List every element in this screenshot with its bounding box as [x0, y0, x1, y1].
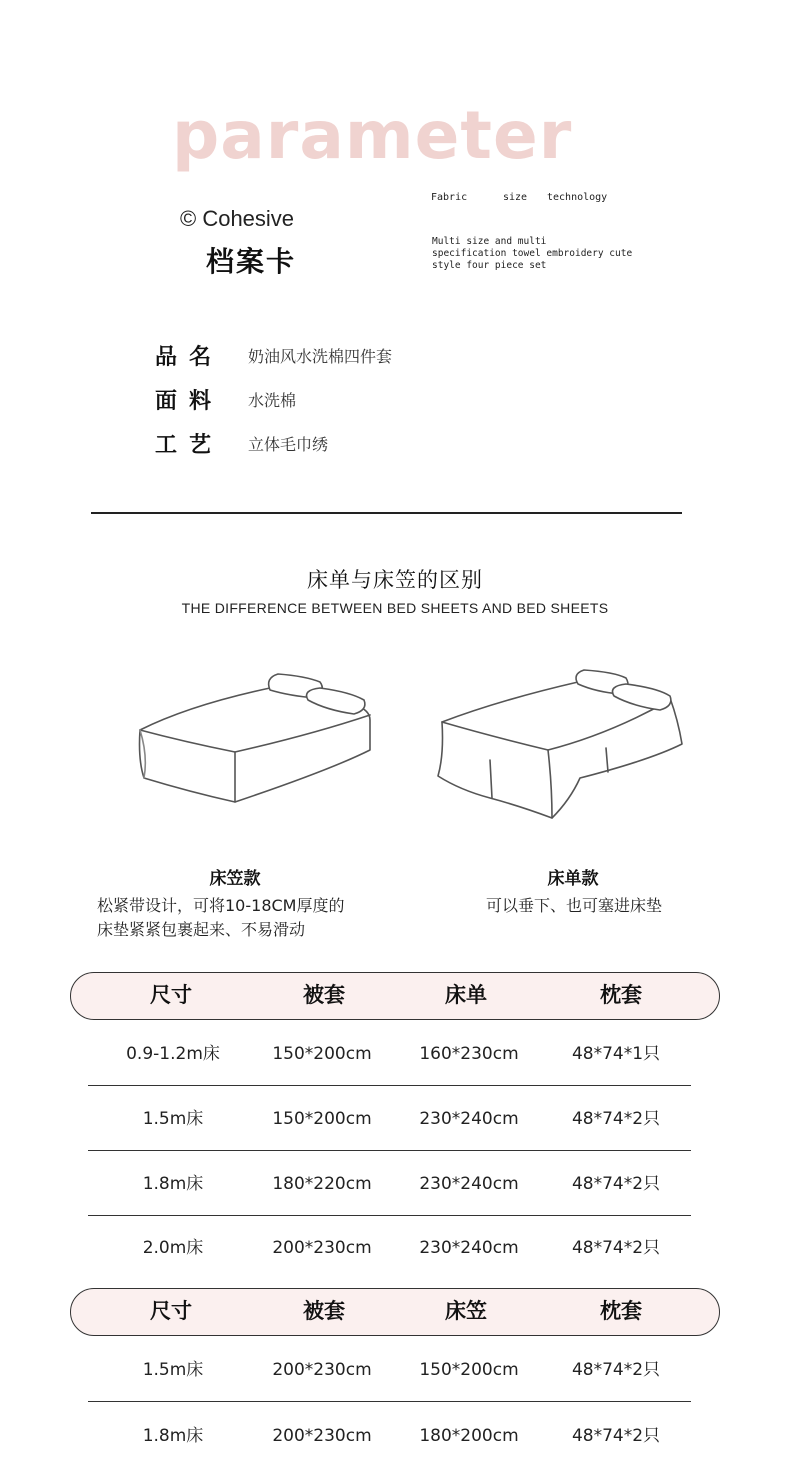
cell-size: 0.9-1.2m床 [126, 1044, 220, 1064]
cell-sheet: 230*240cm [419, 1238, 519, 1258]
size-table-header-fitted [70, 1288, 720, 1336]
col-size: 尺寸 [150, 983, 192, 1007]
cell-duvet: 200*230cm [272, 1426, 372, 1446]
cell-pillowcase: 48*74*2只 [571, 1238, 661, 1258]
flat-type-title: 床单款 [547, 869, 599, 889]
cell-size: 1.5m床 [142, 1360, 204, 1380]
table-row [88, 1022, 691, 1086]
spec-label-craft: 工艺 [155, 433, 224, 458]
cell-pillowcase: 48*74*1只 [571, 1044, 661, 1064]
flat-type-desc [486, 894, 726, 918]
col-fitted-sheet: 床笠 [445, 1299, 487, 1323]
cell-pillowcase: 48*74*2只 [571, 1360, 661, 1380]
row-divider [88, 1085, 691, 1087]
brand-name: © Cohesive [180, 206, 295, 231]
fitted-type-title: 床笠款 [209, 869, 261, 889]
row-divider [88, 1401, 691, 1403]
col-pillowcase: 枕套 [600, 983, 642, 1007]
tag-size: size [503, 192, 528, 203]
fitted-sheet-illustration [130, 660, 380, 810]
cell-pillowcase: 48*74*2只 [571, 1174, 661, 1194]
cell-pillowcase: 48*74*2只 [571, 1109, 661, 1129]
tag-desc-line: style four piece set [432, 260, 547, 271]
fitted-desc-line: 床垫紧紧包裹起来、不易滑动 [97, 920, 306, 939]
cell-size: 1.8m床 [142, 1174, 204, 1194]
tag-technology: technology [547, 192, 608, 203]
fitted-desc-line: 松紧带设计，可将10-18CM厚度的 [97, 896, 345, 915]
col-duvet: 被套 [303, 1299, 345, 1323]
hero-word: parameter [172, 97, 573, 174]
spec-value-name: 奶油风水洗棉四件套 [248, 347, 393, 366]
table-row [88, 1216, 691, 1280]
spec-label-name: 品名 [155, 345, 224, 370]
row-divider [88, 1150, 691, 1152]
spec-value-craft: 立体毛巾绣 [248, 435, 329, 454]
flat-desc-line: 可以垂下、也可塞进床垫 [486, 896, 663, 915]
col-sheet: 床单 [445, 983, 487, 1007]
spec-value-fabric: 水洗棉 [248, 391, 297, 410]
fitted-type-desc [97, 894, 397, 942]
table-row [88, 1087, 691, 1151]
flat-sheet-illustration [430, 660, 690, 830]
cell-size: 2.0m床 [142, 1238, 204, 1258]
cell-duvet: 150*200cm [272, 1109, 372, 1129]
table-row [88, 1152, 691, 1216]
spec-label-fabric: 面料 [155, 389, 224, 414]
cell-sheet: 230*240cm [419, 1174, 519, 1194]
section-subtitle: THE DIFFERENCE BETWEEN BED SHEETS AND BED SHEETS [181, 600, 609, 616]
section-divider [91, 512, 682, 514]
cell-size: 1.8m床 [142, 1426, 204, 1446]
table-row [88, 1404, 691, 1468]
tag-description [432, 236, 652, 272]
card-title: 档案卡 [206, 245, 297, 278]
table-row [88, 1338, 691, 1402]
size-table-header [70, 972, 720, 1020]
tag-fabric: Fabric [431, 192, 468, 203]
cell-sheet: 230*240cm [419, 1109, 519, 1129]
cell-fitted-sheet: 150*200cm [419, 1360, 519, 1380]
cell-size: 1.5m床 [142, 1109, 204, 1129]
cell-sheet: 160*230cm [419, 1044, 519, 1064]
cell-duvet: 150*200cm [272, 1044, 372, 1064]
tag-desc-line: specification towel embroidery cute [432, 248, 633, 259]
tag-desc-line: Multi size and multi [432, 236, 547, 247]
cell-pillowcase: 48*74*2只 [571, 1426, 661, 1446]
section-title: 床单与床笠的区别 [307, 568, 483, 592]
col-duvet: 被套 [303, 983, 345, 1007]
cell-duvet: 200*230cm [272, 1360, 372, 1380]
cell-duvet: 180*220cm [272, 1174, 372, 1194]
col-size: 尺寸 [150, 1299, 192, 1323]
cell-duvet: 200*230cm [272, 1238, 372, 1258]
cell-fitted-sheet: 180*200cm [419, 1426, 519, 1446]
col-pillowcase: 枕套 [600, 1299, 642, 1323]
